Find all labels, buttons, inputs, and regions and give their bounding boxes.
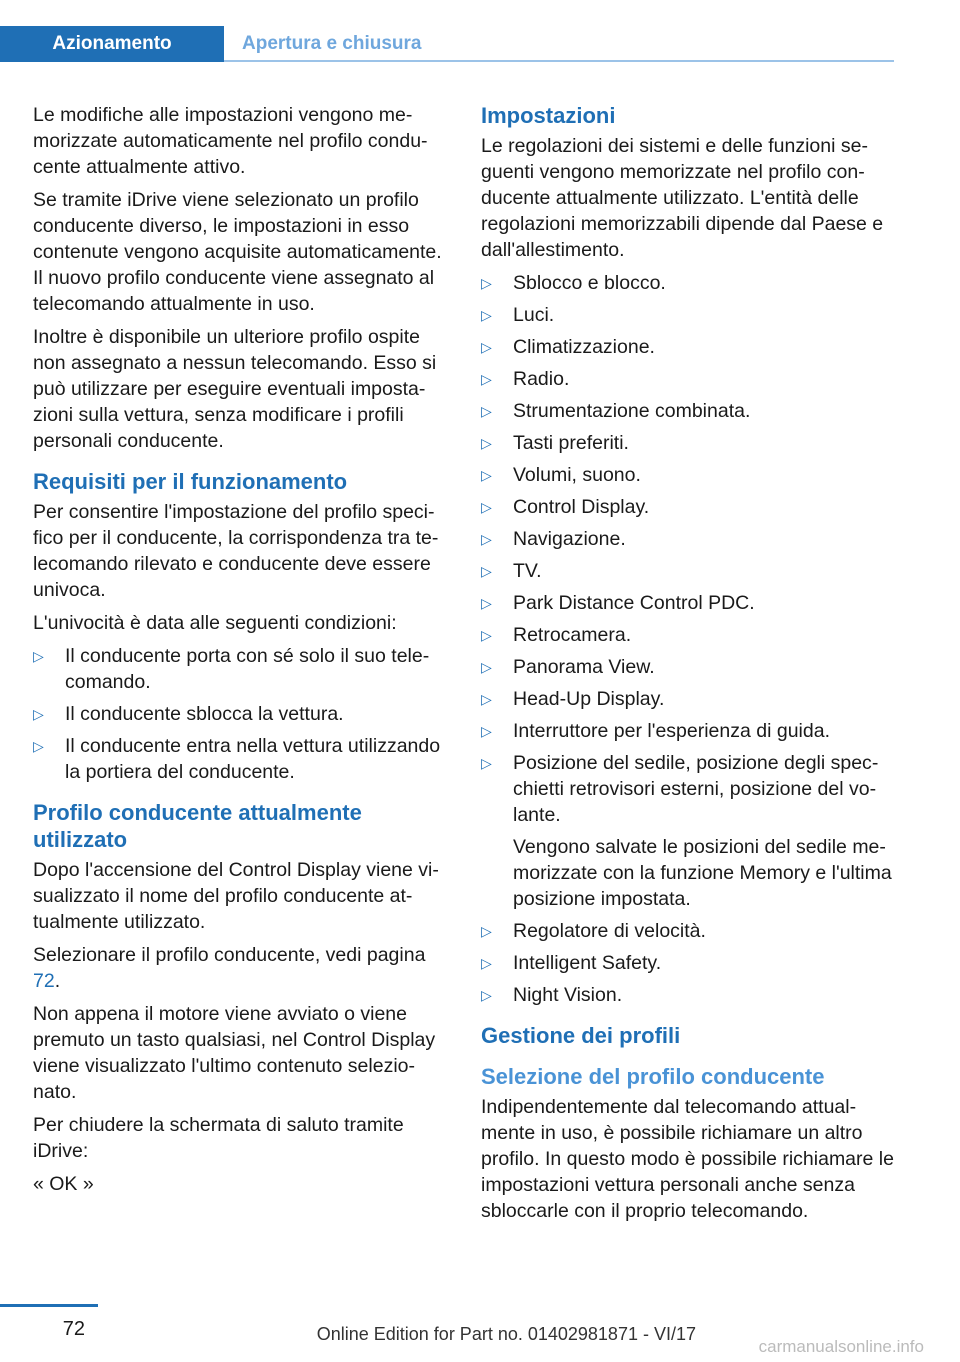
list-item: ▷ Volumi, suono. [481, 464, 641, 486]
triangle-bullet-icon: ▷ [33, 706, 44, 722]
triangle-bullet-icon: ▷ [33, 738, 44, 754]
triangle-bullet-icon: ▷ [481, 955, 492, 971]
paragraph: Non appena il motore viene avviato o viene premuto un tasto qualsiasi, nel Control Display viene visualizzato l'ultimo contenuto selezionato. [33, 1003, 436, 1103]
list-item: ▷ Interruttore per l'esperienza di guida. [481, 720, 830, 742]
list-item: ▷ Regolatore di velocità. [481, 920, 706, 942]
header-rule [224, 60, 894, 62]
list-item: ▷ Intelligent Safety. [481, 952, 662, 974]
triangle-bullet-icon: ▷ [481, 723, 492, 739]
heading-gestione-profili: Gestione dei profili [481, 1023, 681, 1048]
paragraph: Le modifiche alle impostazioni vengono memorizzate automaticamente nel profilo conducente attualmente attivo. [33, 104, 428, 178]
list-item: ▷ Night Vision. [481, 984, 623, 1006]
paragraph: L'univocità è data alle seguenti condizioni: [33, 612, 397, 634]
paragraph: Indipendentemente dal telecomando attualmente in uso, è possibile richiamare un altro profilo. In questo modo è possibile richiamare le impostazioni vettura personali anche senza sbloccarle con il proprio telecomando. [481, 1096, 894, 1222]
list-item: ▷ Park Distance Control PDC. [481, 592, 755, 614]
section-tab-apertura-chiusura[interactable]: Apertura e chiusura [242, 33, 422, 54]
triangle-bullet-icon: ▷ [481, 307, 492, 323]
page-header [0, 26, 894, 62]
list-item: ▷ Sblocco e blocco. [481, 272, 666, 294]
paragraph: Dopo l'accensione del Control Display viene visualizzato il nome del profilo conducente attualmente utilizzato. [33, 859, 439, 933]
list-item: ▷ Luci. [481, 304, 555, 326]
triangle-bullet-icon: ▷ [481, 595, 492, 611]
paragraph: Le regolazioni dei sistemi e delle funzioni seguenti vengono memorizzate nel profilo conducente attualmente utilizzato. L'entità delle regolazioni memorizzabili dipende dal Paese e dall'allestimento. [481, 135, 884, 261]
watermark: carmanualsonline.info [758, 1337, 924, 1356]
triangle-bullet-icon: ▷ [33, 648, 44, 664]
list-item: ▷ Posizione del sedile, posizione degli specchietti retrovisori esterni, posizione del volante. Vengono salvate le posizioni del sedile memorizzate con la funzione Memory e l'ultima posizione impostata. [481, 750, 895, 912]
paragraph: Inoltre è disponibile un ulteriore profilo ospite non assegnato a nessun telecomando. Esso si può utilizzare per eseguire eventuali impostazioni sulla vettura, senza modificare i profili personali conducente. [33, 326, 437, 452]
triangle-bullet-icon: ▷ [481, 371, 492, 387]
list-item: ▷ TV. [481, 560, 542, 582]
triangle-bullet-icon: ▷ [481, 435, 492, 451]
triangle-bullet-icon: ▷ [481, 339, 492, 355]
section-tab-azionamento[interactable]: Azionamento [0, 26, 224, 62]
page-link[interactable]: 72 [33, 970, 55, 992]
triangle-bullet-icon: ▷ [481, 755, 492, 771]
triangle-bullet-icon: ▷ [481, 987, 492, 1003]
list-item: ▷ Tasti preferiti. [481, 432, 629, 454]
right-column [481, 102, 895, 1231]
heading-requisiti: Requisiti per il funzionamento [33, 469, 348, 494]
list-item: ▷ Il conducente entra nella vettura utilizzando la portiera del conducente. [33, 735, 441, 783]
paragraph: « OK » [33, 1173, 94, 1195]
paragraph: Per chiudere la schermata di saluto tramite iDrive: [33, 1114, 404, 1162]
triangle-bullet-icon: ▷ [481, 691, 492, 707]
edition-text: Online Edition for Part no. 01402981871 - VI/17 [316, 1324, 696, 1344]
paragraph: Se tramite iDrive viene selezionato un profilo conducente diverso, le impostazioni in esso contenute vengono acquisite automaticamente. Il nuovo profilo conducente viene assegnato al telecomando attualmente in uso. [33, 189, 442, 315]
list-item-note: Vengono salvate le posizioni del sedile memorizzate con la funzione Memory e l'ultima posizione impostata. [513, 836, 892, 910]
list-item: ▷ Control Display. [481, 496, 650, 518]
list-item: ▷ Retrocamera. [481, 624, 632, 646]
list-item: ▷ Head-Up Display. [481, 688, 665, 710]
heading-impostazioni: Impostazioni [481, 103, 616, 128]
left-column [33, 102, 447, 1204]
list-item: ▷ Radio. [481, 368, 570, 390]
paragraph: Per consentire l'impostazione del profilo specifico per il conducente, la corrispondenza tra telecomando rilevato e conducente deve essere univoca. [33, 501, 439, 601]
triangle-bullet-icon: ▷ [481, 499, 492, 515]
triangle-bullet-icon: ▷ [481, 563, 492, 579]
triangle-bullet-icon: ▷ [481, 467, 492, 483]
conditions-list [33, 643, 447, 785]
subheading-selezione-profilo: Selezione del profilo conducente [481, 1064, 825, 1089]
triangle-bullet-icon: ▷ [481, 275, 492, 291]
triangle-bullet-icon: ▷ [481, 531, 492, 547]
triangle-bullet-icon: ▷ [481, 923, 492, 939]
list-item: ▷ Il conducente sblocca la vettura. [33, 703, 344, 725]
footer-rule [0, 1304, 98, 1307]
list-item: ▷ Strumentazione combinata. [481, 400, 751, 422]
page-number: 72 [62, 1318, 85, 1340]
heading-profilo-attuale: Profilo conducente attualmente utilizzato [33, 800, 362, 852]
list-item: ▷ Climatizzazione. [481, 336, 655, 358]
list-item: ▷ Navigazione. [481, 528, 626, 550]
triangle-bullet-icon: ▷ [481, 659, 492, 675]
list-item: ▷ Panorama View. [481, 656, 655, 678]
triangle-bullet-icon: ▷ [481, 403, 492, 419]
paragraph: Selezionare il profilo conducente, vedi pagina 72. [33, 944, 426, 992]
list-item: ▷ Il conducente porta con sé solo il suo telecomando. [33, 645, 430, 693]
triangle-bullet-icon: ▷ [481, 627, 492, 643]
settings-list [481, 270, 895, 1008]
